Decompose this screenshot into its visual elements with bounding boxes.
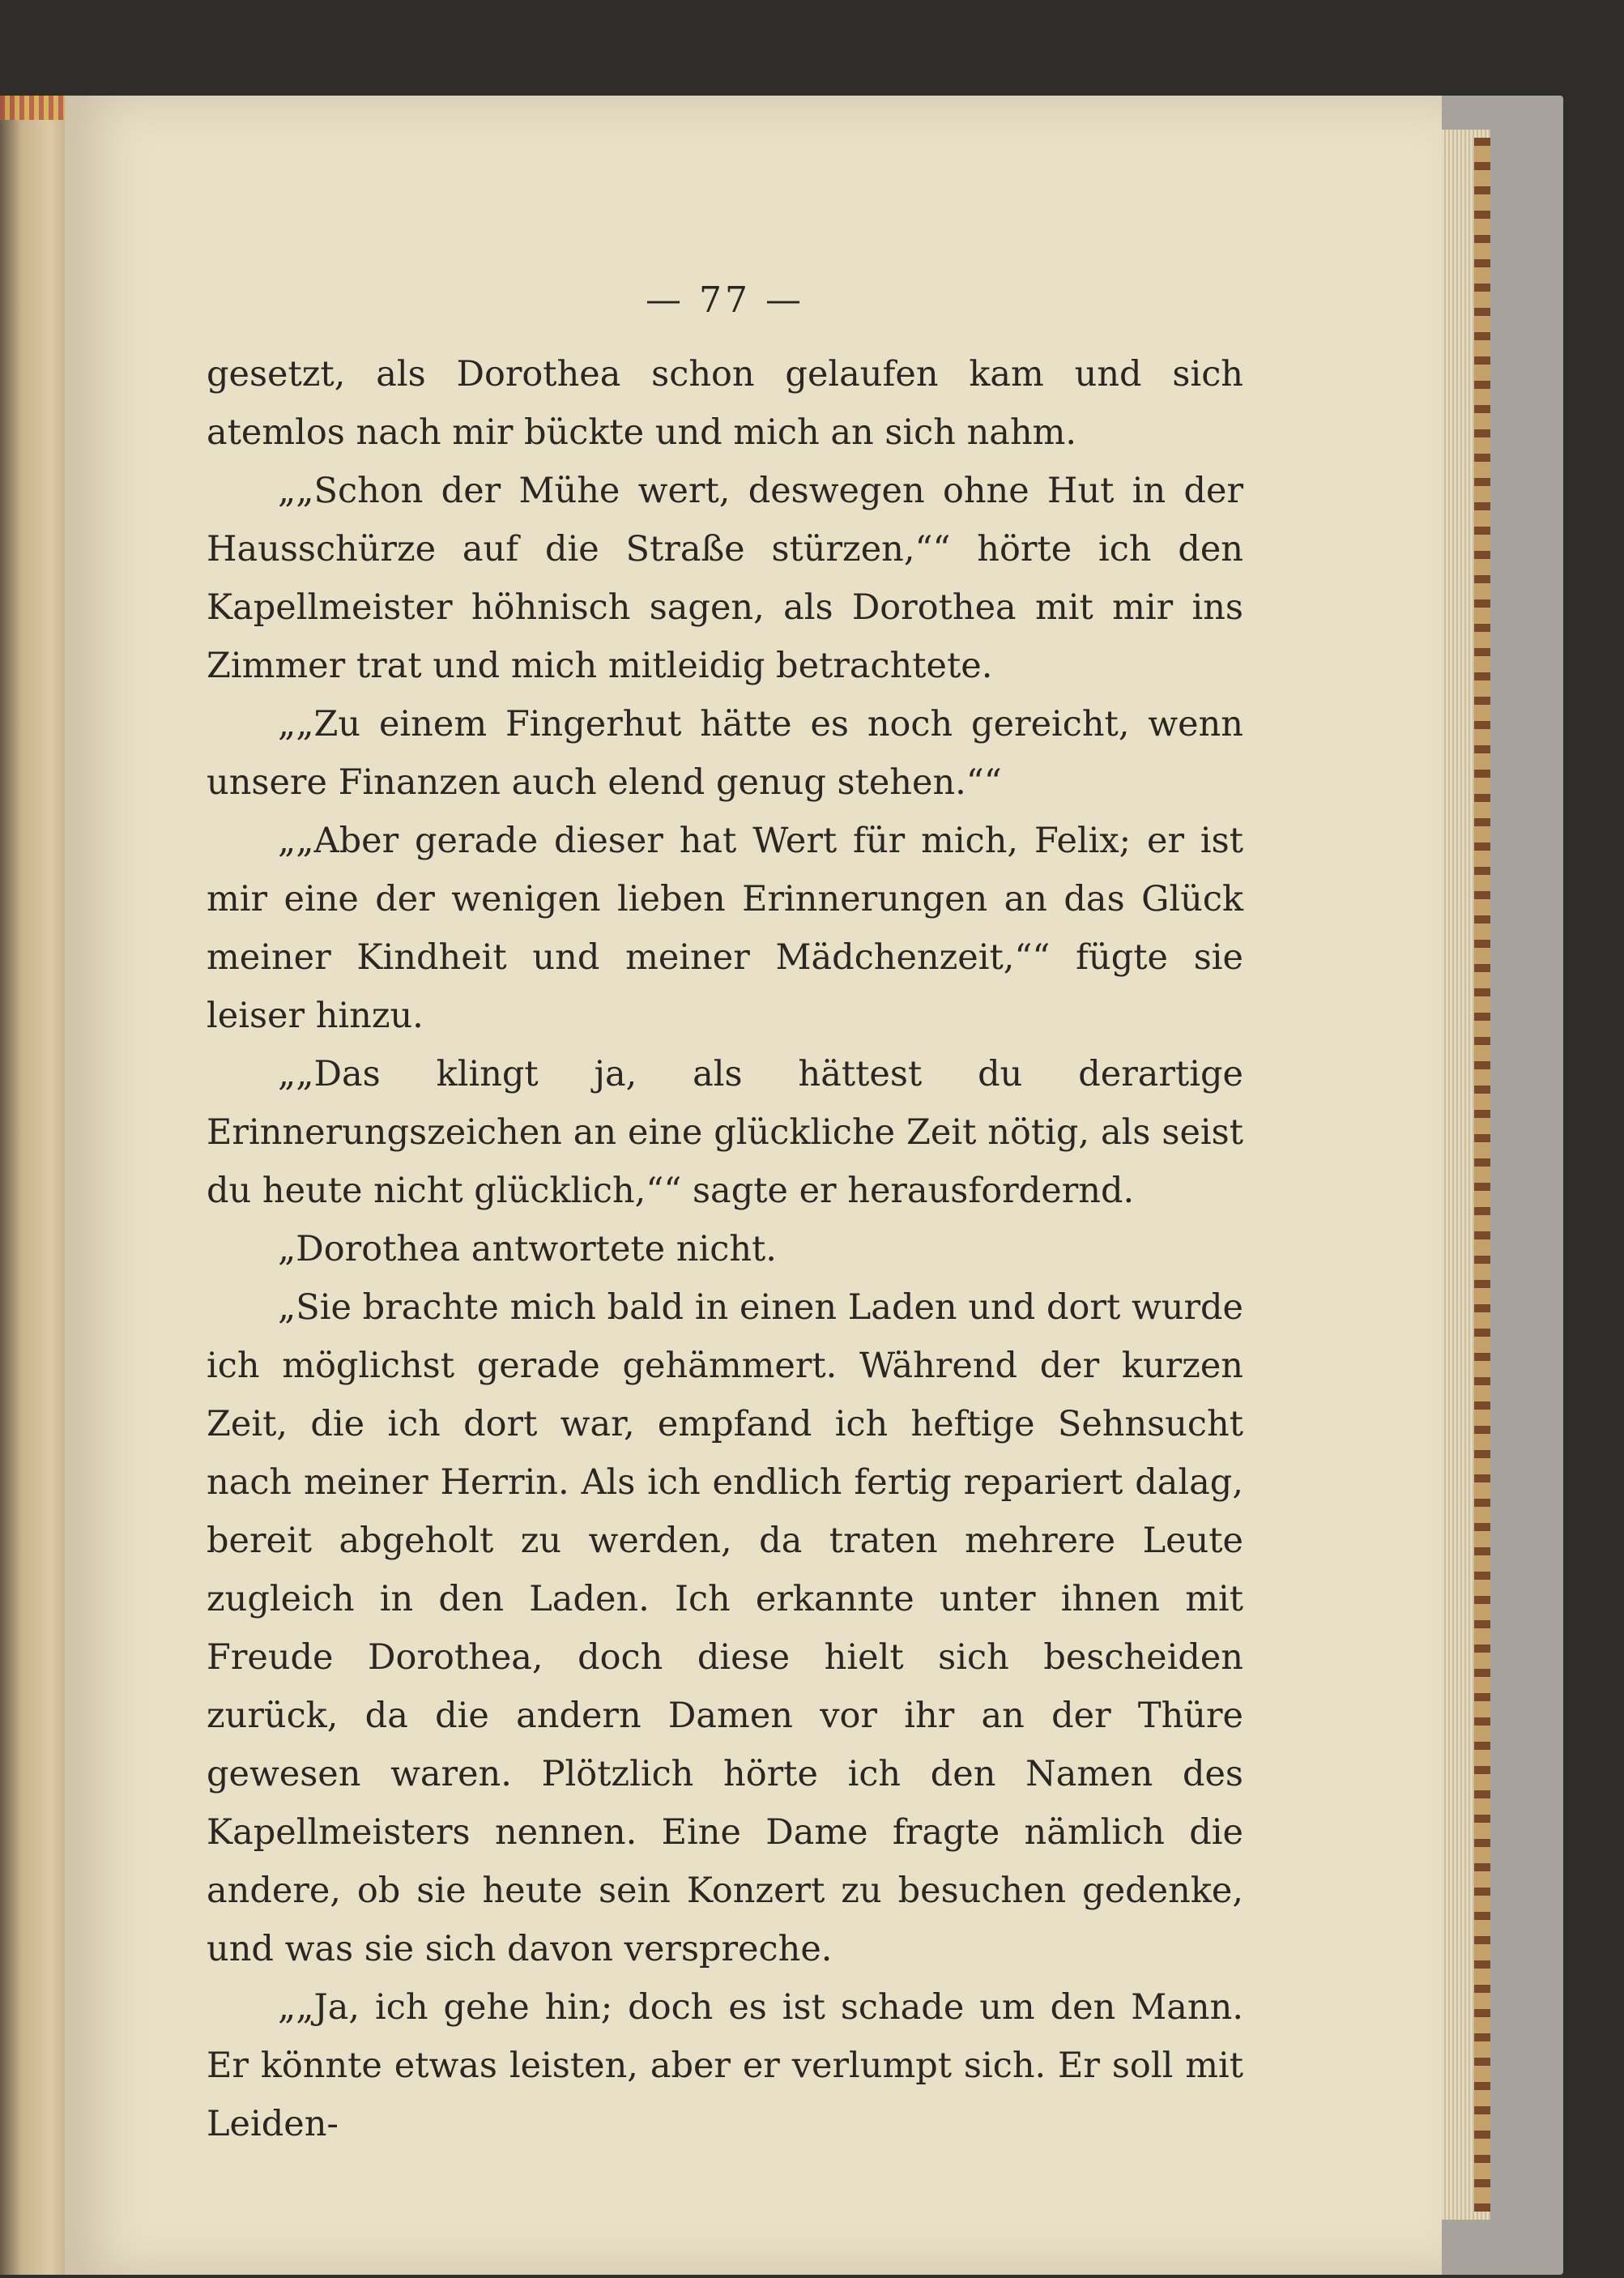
decorative-edge-band [1474,138,1490,2212]
left-page-edge [0,96,73,2275]
paragraph: „Dorothea antwortete nicht. [278,1229,777,1269]
paragraph: „„Schon der Mühe wert, deswegen ohne Hut in der Hausschürze auf die Straße stürzen,““ hörte ich den Kapellmeister höhnisch sagen, als Dorothea mit mir ins Zimmer trat und mich mitleidig betrachtete. [207,471,1243,686]
paragraph: gesetzt, als Dorothea schon gelaufen kam und sich atemlos nach mir bückte und mich an sich nahm. [207,354,1243,453]
paragraph: „„Das klingt ja, als hättest du derartige Erinnerungszeichen an eine glückliche Zeit nötig, als seist du heute nicht glücklich,““ sagte er herausfordernd. [207,1054,1243,1211]
page-number: — 77 — [646,279,804,321]
page-text-block [207,279,1243,2153]
paragraph: „Sie brachte mich bald in einen Laden und dort wurde ich möglichst gerade gehämmert. Während der kurzen Zeit, die ich dort war, empfand ich heftige Sehnsucht nach meiner Herrin. Als ich endlich fertig repariert dalag, bereit abgeholt zu werden, da traten mehrere Leute zugleich in den Laden. Ich erkannte unter ihnen mit Freude Dorothea, doch diese hielt sich bescheiden zurück, da die andern Damen vor ihr an der Thüre gewesen waren. Plötzlich hörte ich den Namen des Kapellmeisters nennen. Eine Dame fragte nämlich die andere, ob sie heute sein Konzert zu besuchen gedenke, und was sie sich davon verspreche. [207,1287,1243,1969]
paragraph: „„Aber gerade dieser hat Wert für mich, Felix; er ist mir eine der wenigen lieben Erinnerungen an das Glück meiner Kindheit und meiner Mädchenzeit,““ fügte sie leiser hinzu. [207,821,1243,1036]
paragraph: „„Zu einem Fingerhut hätte es noch gereicht, wenn unsere Finanzen auch elend genug stehen.““ [207,704,1243,803]
paragraph: „„Ja, ich gehe hin; doch es ist schade um den Mann. Er könnte etwas leisten, aber er verlumpt sich. Er soll mit Leiden- [207,1987,1243,2144]
